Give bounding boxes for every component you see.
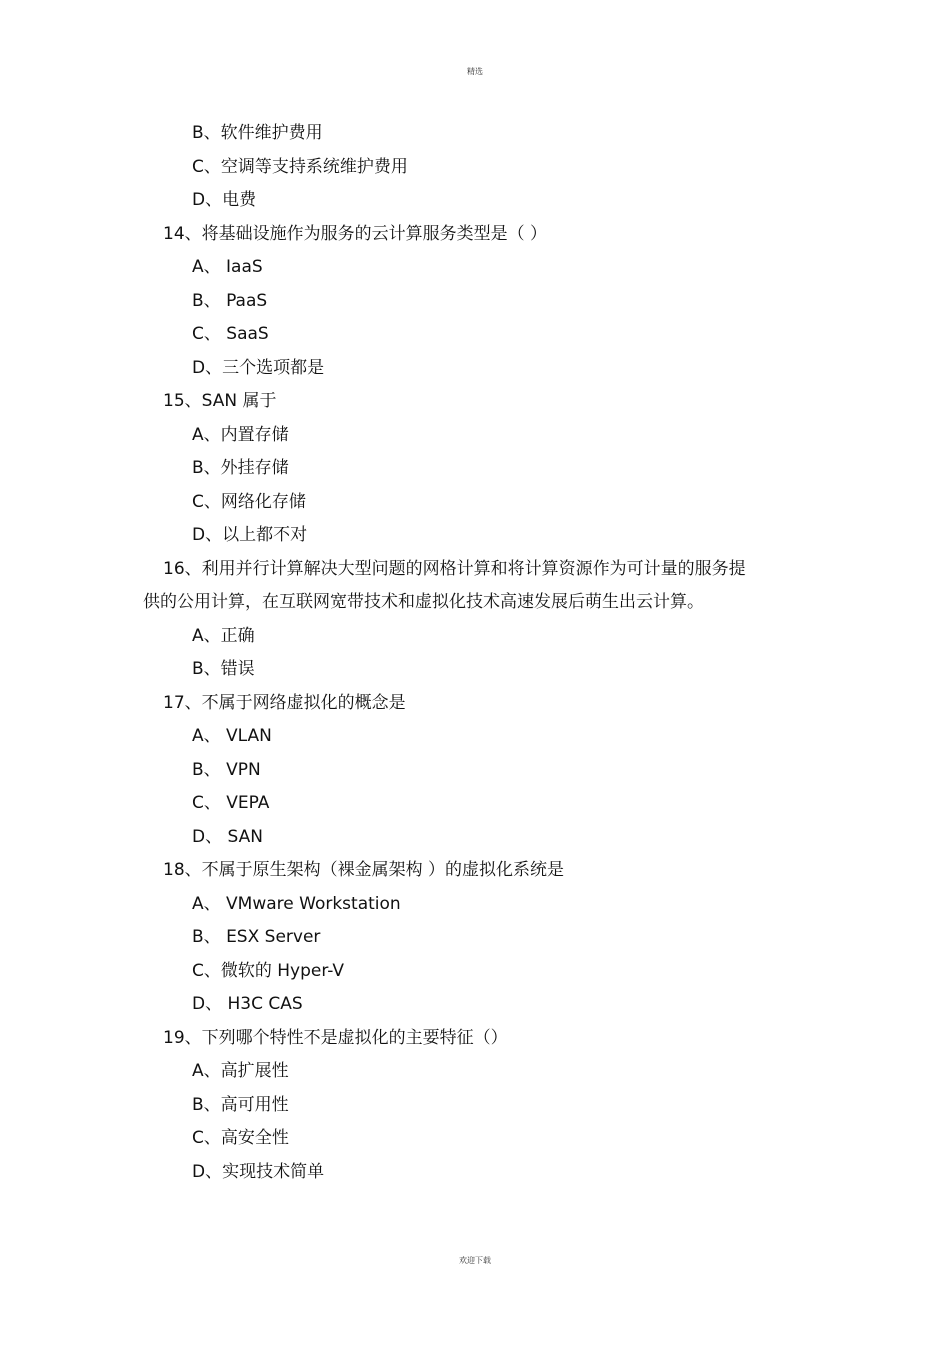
question-text: 15、SAN 属于: [163, 391, 277, 411]
answer-option: A、正确: [192, 625, 255, 646]
answer-option: A、内置存储: [192, 424, 289, 445]
answer-option: C、网络化存储: [192, 491, 306, 512]
question-text: 14、将基础设施作为服务的云计算服务类型是（ ）: [163, 223, 548, 244]
answer-option: A、 IaaS: [192, 257, 263, 277]
answer-option: D、实现技术简单: [192, 1161, 325, 1182]
answer-option: D、以上都不对: [192, 525, 308, 545]
answer-option: C、微软的 Hyper-V: [192, 960, 345, 981]
answer-option: B、 VPN: [192, 759, 261, 780]
answer-option: D、电费: [192, 190, 257, 210]
answer-option: C、空调等支持系统维护费用: [192, 156, 408, 177]
answer-option: B、外挂存储: [192, 458, 289, 478]
question-text: 18、不属于原生架构（裸金属架构 ）的虚拟化系统是: [163, 860, 565, 880]
question-text: 17、不属于网络虚拟化的概念是: [163, 692, 406, 713]
answer-option: A、高扩展性: [192, 1061, 289, 1081]
answer-option: C、 SaaS: [192, 324, 269, 344]
answer-option: C、高安全性: [192, 1128, 289, 1148]
answer-option: B、 ESX Server: [192, 927, 321, 947]
answer-option: A、 VLAN: [192, 726, 272, 746]
question-text: 供的公用计算，在互联网宽带技术和虚拟化技术高速发展后萌生出云计算。: [143, 592, 704, 612]
answer-option: B、软件维护费用: [192, 123, 323, 143]
answer-option: B、 PaaS: [192, 290, 268, 311]
answer-option: C、 VEPA: [192, 793, 270, 813]
question-text: 19、下列哪个特性不是虚拟化的主要特征（）: [163, 1027, 508, 1048]
answer-option: D、 H3C CAS: [192, 994, 303, 1014]
answer-option: D、三个选项都是: [192, 357, 325, 378]
answer-option: A、 VMware Workstation: [192, 893, 401, 914]
answer-option: D、 SAN: [192, 826, 263, 847]
page-footer: 欢迎下载: [459, 1256, 491, 1265]
answer-option: B、错误: [192, 659, 255, 679]
question-text: 16、利用并行计算解决大型问题的网格计算和将计算资源作为可计量的服务提: [163, 558, 746, 579]
page-header: 精选: [467, 67, 483, 76]
answer-option: B、高可用性: [192, 1094, 289, 1115]
